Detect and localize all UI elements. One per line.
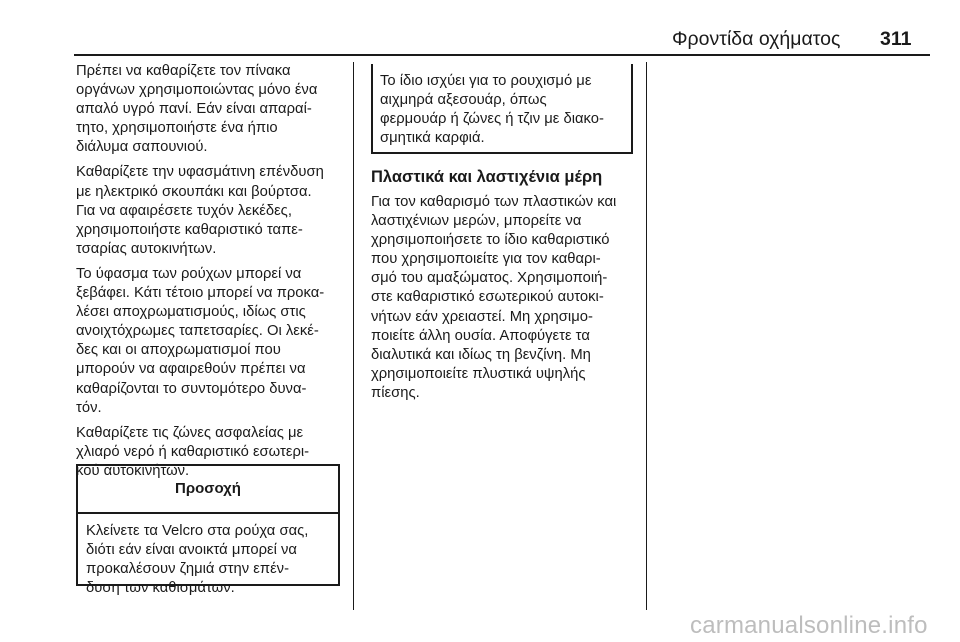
caution-box-continued (371, 64, 633, 154)
page-number: 311 (880, 28, 912, 50)
paragraph-dashboard-cleaning: Πρέπει να καθαρίζετε τον πίνακα οργάνων χρησιμοποιώντας μόνο ένα απαλό υγρό πανί. Εάν είναι απαραί- τητο, χρησιμοποιήστε ένα ήπιο διάλυμα σαπουνιού. (76, 63, 318, 156)
left-column (76, 62, 348, 487)
section-heading-plastic-rubber: Πλαστικά και λαστιχένια μέρη (371, 168, 603, 186)
caution-text: Κλείνετε τα Velcro στα ρούχα σας, διότι εάν είναι ανοικτά μπορεί να προκαλέσουν ζημιά στην επέν- δυση των καθισμάτων. (86, 523, 309, 597)
watermark-text: carmanualsonline.info (690, 612, 928, 639)
paragraph-seat-belts: Καθαρίζετε τις ζώνες ασφαλείας με χλιαρό νερό ή καθαριστικό εσωτερι- κού αυτοκινήτων. (76, 424, 310, 479)
page-header-title: Φροντίδα οχήματος (672, 28, 841, 50)
column-divider-left (353, 62, 354, 610)
caution-title: Προσοχή (78, 466, 338, 514)
header-divider (74, 54, 930, 56)
caution-box (76, 464, 340, 597)
caution-continued-text: Το ίδιο ισχύει για το ρουχισμό με αιχμηρά αξεσουάρ, όπως φερμουάρ ή ζώνες ή τζιν με διακο- σμητικά καρφιά. (380, 73, 604, 147)
paragraph-upholstery-cleaning: Καθαρίζετε την υφασμάτινη επένδυση με ηλεκτρικό σκουπάκι και βούρτσα. Για να αφαιρέσετε τυχόν λεκέδες, χρησιμοποιήστε καθαριστικό ταπε- τσαρίας αυτοκινήτων. (76, 164, 324, 257)
middle-column-body (371, 193, 637, 409)
paragraph-clothing-dye: Το ύφασμα των ρούχων μπορεί να ξεβάφει. Κάτι τέτοιο μπορεί να προκα- λέσει αποχρωματισμούς, ιδίως στις ανοιχτόχρωμες ταπετσαρίες. Οι λεκέ- δες και οι αποχρωματισμοί που μπορούν να αφαιρεθούν πρέπει να καθαρίζονται το συντομότερο δυνα- τόν. (76, 265, 325, 416)
paragraph-plastic-rubber-cleaning: Για τον καθαρισμό των πλαστικών και λαστιχένιων μερών, μπορείτε να χρησιμοποιήσετε το ίδιο καθαριστικό που χρησιμοποιείτε για τον καθαρι- σμό του αμαξώματος. Χρησιμοποιή- στε καθαριστικό εσωτερικού αυτοκι- νήτων εάν χρειαστεί. Μη χρησιμο- ποιείτε άλλη ουσία. Αποφύγετε τα διαλυτικά και ιδίως τη βενζίνη. Μη χρησιμοποιείτε πλυστικά υψηλής πίεσης. (371, 194, 617, 401)
column-divider-right (646, 62, 647, 610)
